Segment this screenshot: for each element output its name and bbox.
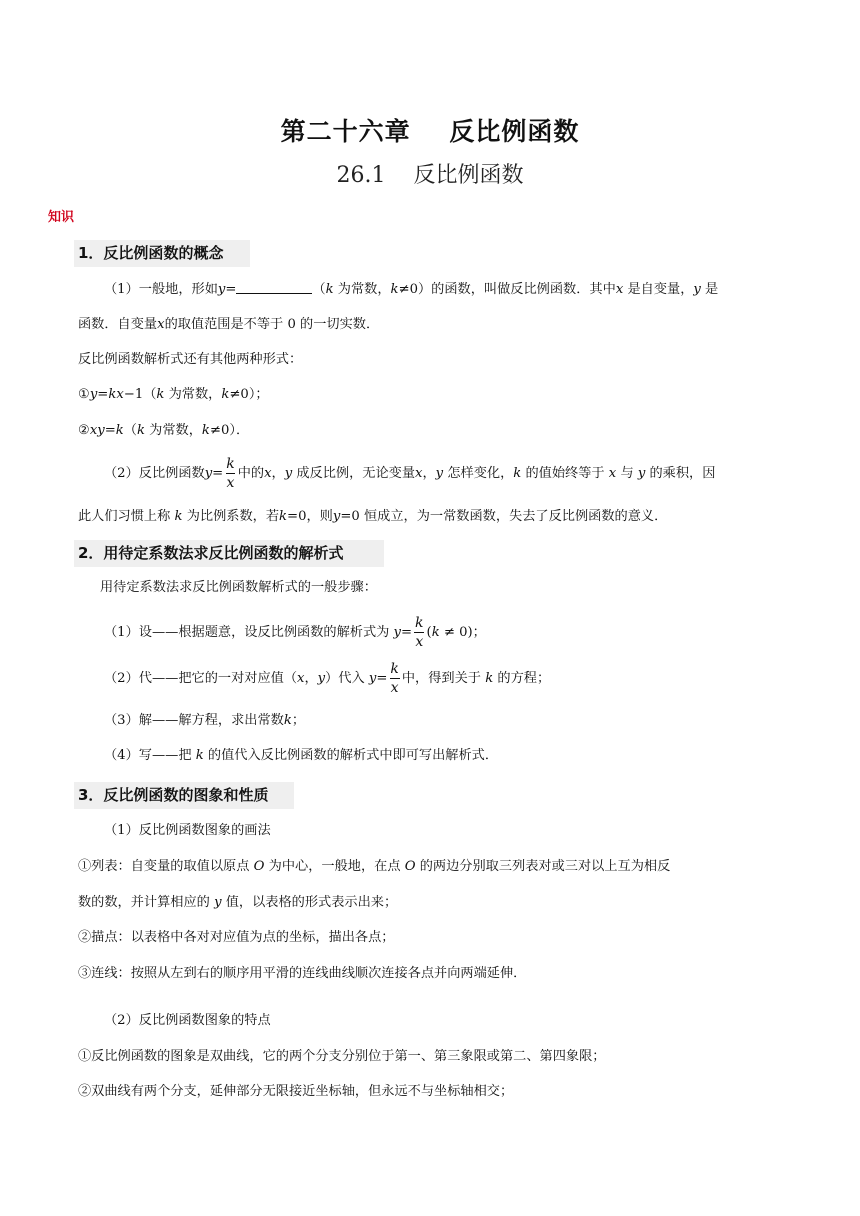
fill-in-blank	[236, 280, 312, 294]
step-line: （4）写——把 k 的值代入反比例函数的解析式中即可写出解析式．	[104, 748, 499, 763]
step-line: （3）解——解方程，求出常数k；	[104, 713, 306, 728]
section-title: 26.1 反比例函数	[336, 163, 524, 188]
paragraph-line: ②xy=k（k 为常数，k≠0）．	[78, 423, 250, 438]
paragraph-line: ①列表：自变量的取值以原点 O 为中心，一般地，在点 O 的两边分别取三列表对或三对以上互为相反	[78, 859, 671, 874]
fraction-k-over-x: $\frac{k}{x}$	[226, 456, 235, 491]
section-heading-graph-properties: 3．反比例函数的图象和性质	[74, 782, 294, 809]
fraction-k-over-x: $\frac{k}{x}$	[390, 661, 399, 696]
knowledge-tag: 知识	[48, 210, 75, 225]
paragraph-line: （1）一般地，形如y= （k 为常数，k≠0）的函数，叫做反比例函数．其中x 是自变量，y 是	[104, 282, 719, 297]
paragraph-line: ②双曲线有两个分支，延伸部分无限接近坐标轴，但永远不与坐标轴相交；	[78, 1084, 514, 1099]
paragraph-line: ①y=kx−1（k 为常数，k≠0）；	[78, 387, 269, 402]
paragraph-line: 数的数，并计算相应的 y 值，以表格的形式表示出来；	[78, 895, 398, 910]
step-line: （2）代——把它的一对对应值（x，y）代入 y= $\frac{k}{x}$ 中，得到关于 k 的方程；	[104, 661, 551, 696]
section-heading-concept: 1．反比例函数的概念	[74, 240, 250, 267]
paragraph-line: ①反比例函数的图象是双曲线，它的两个分支分别位于第一、第三象限或第二、第四象限；	[78, 1049, 606, 1064]
paragraph-line: 用待定系数法求反比例函数解析式的一般步骤：	[100, 580, 377, 595]
fraction-k-over-x: $\frac{k}{x}$	[415, 615, 424, 650]
paragraph-line: 反比例函数解析式还有其他两种形式：	[78, 352, 303, 367]
subheading-line: （2）反比例函数图象的特点	[104, 1013, 271, 1028]
step-line: （1）设——根据题意，设反比例函数的解析式为 y= $\frac{k}{x}$ (k ≠ 0)；	[104, 615, 486, 650]
paragraph-line: ②描点：以表格中各对对应值为点的坐标，描出各点；	[78, 930, 395, 945]
section-heading-undetermined-coefficients: 2．用待定系数法求反比例函数的解析式	[74, 540, 384, 567]
subheading-line: （1）反比例函数图象的画法	[104, 823, 271, 838]
paragraph-line: ③连线：按照从左到右的顺序用平滑的连线曲线顺次连接各点并向两端延伸．	[78, 966, 527, 981]
paragraph-line: （2）反比例函数y= $\frac{k}{x}$ 中的x，y 成反比例，无论变量x，y 怎样变化，k 的值始终等于 x 与 y 的乘积，因	[104, 456, 716, 491]
paragraph-line: 函数．自变量x的取值范围是不等于 0 的一切实数．	[78, 317, 380, 332]
chapter-title: 第二十六章 反比例函数	[280, 117, 580, 146]
paragraph-line: 此人们习惯上称 k 为比例系数，若k=0，则y=0 恒成立，为一常数函数，失去了反比例函数的意义．	[78, 509, 668, 524]
